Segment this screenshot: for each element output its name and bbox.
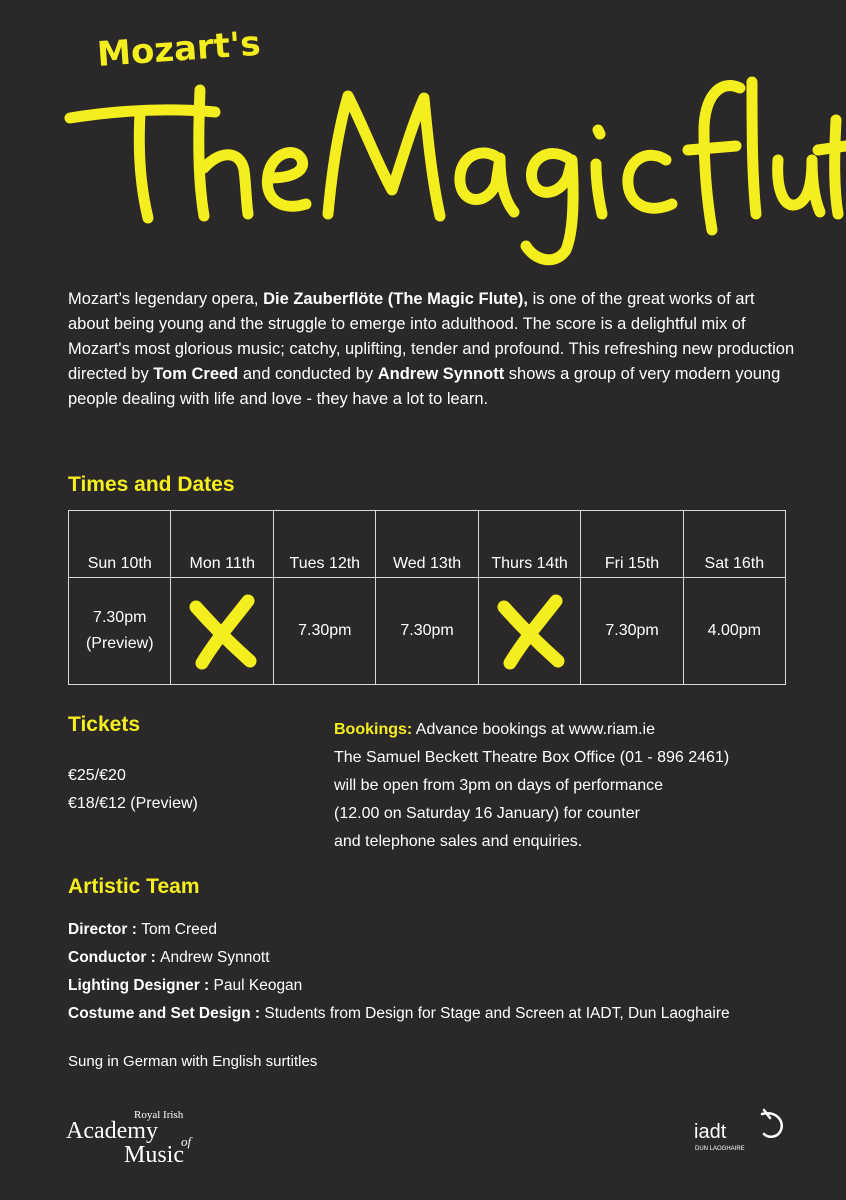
ticket-price: €25/€20 — [68, 767, 126, 784]
bookings-line: The Samuel Beckett Theatre Box Office (01 - 896 2461) — [334, 749, 730, 766]
svg-text:Royal Irish: Royal Irish — [134, 1109, 184, 1121]
riam-logo — [64, 1106, 234, 1166]
day-cell: Mon 11th — [171, 511, 274, 578]
team-member — [68, 944, 730, 972]
cancelled-x-icon — [182, 591, 262, 671]
svg-text:of: of — [181, 1134, 192, 1149]
director-name: Tom Creed — [153, 365, 239, 383]
bookings-line: will be open from 3pm on days of performance — [334, 777, 664, 794]
iadt-logo — [690, 1100, 800, 1160]
team-name: Paul Keogan — [213, 977, 303, 994]
team-role: Director : — [68, 921, 142, 938]
day-cell: Tues 12th — [274, 511, 376, 578]
schedule-heading: Times and Dates — [68, 473, 235, 496]
opera-title: Die Zauberflöte (The Magic Flute), — [263, 290, 528, 308]
language-note: Sung in German with English surtitles — [68, 1053, 318, 1070]
day-cell: Sat 16th — [683, 511, 785, 578]
time-cell-cancelled — [478, 578, 581, 685]
team-name: Students from Design for Stage and Screen at IADT, Dun Laoghaire — [264, 1005, 730, 1022]
team-role: Lighting Designer : — [68, 977, 214, 994]
team-name: Tom Creed — [141, 921, 218, 938]
svg-text:iadt: iadt — [694, 1121, 727, 1143]
tickets-heading: Tickets — [68, 713, 140, 736]
day-cell: Fri 15th — [581, 511, 683, 578]
days-row — [69, 511, 786, 578]
team-member — [68, 972, 730, 1000]
bookings-line: (12.00 on Saturday 16 January) for counter — [334, 805, 640, 822]
time-text: 7.30pm — [93, 609, 147, 626]
intro-paragraph: Mozart’s legendary opera, Die Zauberflöte (The Magic Flute), is one of the great works of art about being young and the struggle to emerge into adulthood. The score is a delightful mix of Mozart's most glorious music; catchy, uplifting, tender and profound. This refreshing new production directed by Tom Creed and conducted by Andrew Synnott shows a group of very modern young people dealing with life and love - they have a lot to learn. — [68, 290, 795, 408]
times-row — [69, 578, 786, 685]
team-role: Conductor : — [68, 949, 161, 966]
cancelled-x-icon — [490, 591, 570, 671]
conductor-name: Andrew Synnott — [377, 365, 505, 383]
bookings-label: Bookings: — [334, 721, 413, 738]
day-cell: Wed 13th — [376, 511, 478, 578]
bookings-line: Advance bookings at www.riam.ie — [412, 721, 656, 738]
ticket-price-preview: €18/€12 (Preview) — [68, 795, 198, 812]
bookings-block — [334, 716, 804, 856]
schedule-table — [68, 510, 786, 685]
time-cell: 7.30pm — [581, 578, 683, 685]
team-member — [68, 916, 730, 944]
day-cell: Thurs 14th — [478, 511, 581, 578]
team-member — [68, 1000, 730, 1028]
ticket-prices — [68, 762, 198, 818]
time-cell: 4.00pm — [683, 578, 785, 685]
title-prefix: Mozart's — [95, 23, 262, 75]
preview-note: (Preview) — [85, 635, 154, 652]
bookings-line: and telephone sales and enquiries. — [334, 833, 583, 850]
team-role: Costume and Set Design : — [68, 1005, 265, 1022]
svg-text:Academy: Academy — [66, 1118, 158, 1144]
time-cell: 7.30pm — [274, 578, 376, 685]
time-cell-cancelled — [171, 578, 274, 685]
time-cell — [69, 578, 171, 685]
team-heading: Artistic Team — [68, 875, 200, 898]
title-lettering — [0, 0, 846, 270]
svg-text:DUN LAOGHAIRE: DUN LAOGHAIRE — [695, 1146, 745, 1152]
day-cell: Sun 10th — [69, 511, 171, 578]
team-list — [68, 916, 730, 1028]
team-name: Andrew Synnott — [160, 949, 270, 966]
svg-text:Music: Music — [124, 1142, 184, 1166]
time-cell: 7.30pm — [376, 578, 478, 685]
